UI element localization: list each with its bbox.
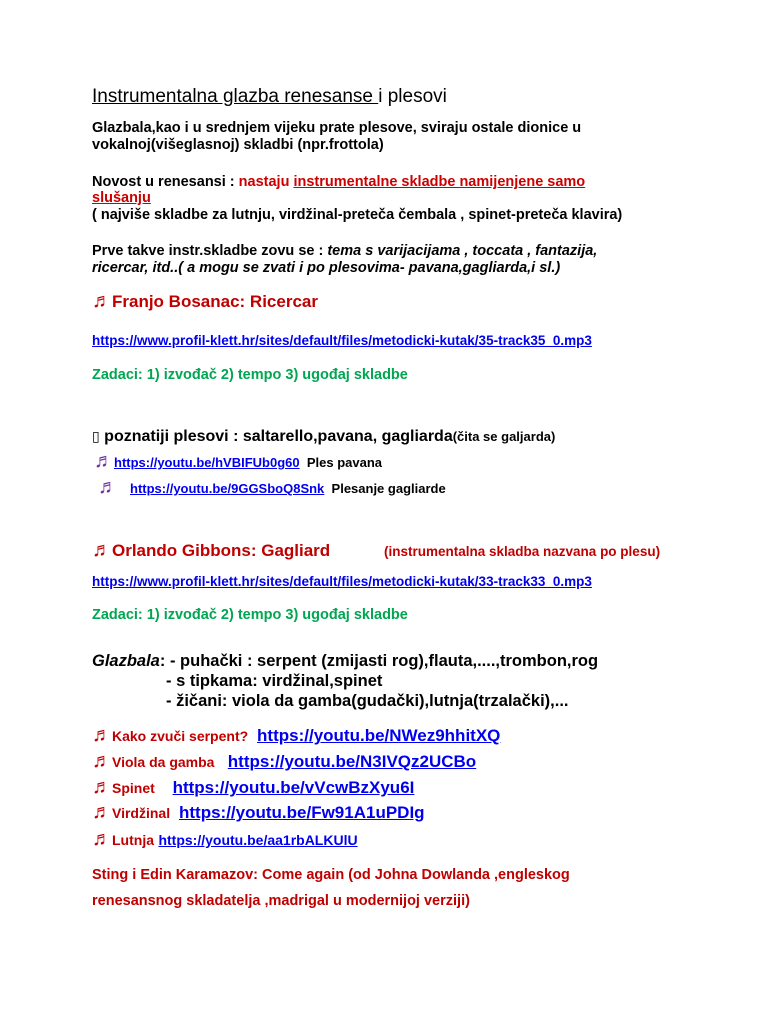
intro-line2: vokalnoj(višeglasnoj) skladbi (npr.frottola) <box>92 137 384 153</box>
prve-label: Prve takve instr.skladbe zovu se : <box>92 243 328 259</box>
track1-tasks: Zadaci: 1) izvođač 2) tempo 3) ugođaj skladbe <box>92 367 408 383</box>
dance-link-gagliarda[interactable]: https://youtu.be/9GGSboQ8Snk <box>130 481 325 496</box>
music-note-icon: ♬ <box>94 450 114 472</box>
prve-line1 <box>92 243 597 259</box>
dance-link-pavana[interactable]: https://youtu.be/hVBIFUb0g60 <box>114 455 300 470</box>
link-url-spinet[interactable]: https://youtu.be/vVcwBzXyu6I <box>172 778 415 797</box>
music-note-icon: ♬ <box>92 801 112 823</box>
dance-item-pavana <box>94 451 382 471</box>
instruments-line1 <box>92 652 598 671</box>
track2-tasks: Zadaci: 1) izvođač 2) tempo 3) ugođaj skladbe <box>92 607 408 623</box>
novost-line1 <box>92 174 585 190</box>
intro-line1: Glazbala,kao i u srednjem vijeku prate plesove, sviraju ostale dionice u <box>92 120 582 136</box>
music-note-icon: ♬ <box>98 476 118 498</box>
title-part1: Instrumentalna glazba renesanse <box>92 86 379 107</box>
instruments-label: Glazbala <box>92 652 160 670</box>
track2-note: (instrumentalna skladba nazvana po plesu) <box>384 544 661 559</box>
link-label-viola: Viola da gamba <box>112 754 215 770</box>
sting-line1: Sting i Edin Karamazov: Come again (od Johna Dowlanda ,engleskog <box>92 867 570 883</box>
link-row-virdzinal <box>92 802 425 823</box>
dances-title-row <box>92 428 555 446</box>
link-url-lutnja[interactable]: https://youtu.be/aa1rbALKUlU <box>158 832 358 848</box>
music-note-icon: ♬ <box>92 290 112 312</box>
track2-link[interactable]: https://www.profil-klett.hr/sites/default/files/metodicki-kutak/33-track33_0.mp3 <box>92 574 592 589</box>
link-url-viola[interactable]: https://youtu.be/N3IVQz2UCBo <box>227 752 477 771</box>
link-label-serpent: Kako zvuči serpent? <box>112 728 249 744</box>
prve-italic1: tema s varijacijama , toccata , fantazija, <box>327 243 598 259</box>
link-label-virdzinal: Virdžinal <box>112 805 171 821</box>
dance-label-gagliarda: Plesanje gagliarde <box>331 481 446 496</box>
link-row-viola <box>92 751 476 772</box>
sting-line2: renesansnog skladatelja ,madrigal u modernijoj verziji) <box>92 893 470 909</box>
dance-label-pavana: Ples pavana <box>306 455 383 470</box>
track1-title: Franjo Bosanac: Ricercar <box>112 292 318 311</box>
dances-small: (čita se galjarda) <box>452 429 556 444</box>
prve-italic2: ricercar, itd..( a mogu se zvati i po plesovima- pavana,gagliarda,i sl.) <box>92 260 561 276</box>
track2-title: Orlando Gibbons: Gagliard <box>112 541 331 560</box>
link-label-spinet: Spinet <box>112 780 155 796</box>
instruments-line3: - žičani: viola da gamba(gudački),lutnja(trzalački),... <box>166 692 569 710</box>
track1-title-row <box>92 291 318 312</box>
track1-link[interactable]: https://www.profil-klett.hr/sites/default/files/metodicki-kutak/35-track35_0.mp3 <box>92 333 592 348</box>
page-title <box>92 86 447 108</box>
link-row-spinet <box>92 777 414 798</box>
instruments-wind: : - puhački : serpent (zmijasti rog),flauta,....,trombon,rog <box>159 652 599 670</box>
music-note-icon: ♬ <box>92 750 112 772</box>
track2-title-row <box>92 540 330 561</box>
title-part2: i plesovi <box>378 86 447 107</box>
dance-item-gagliarda <box>98 477 446 497</box>
music-note-icon: ♬ <box>92 828 112 850</box>
novost-red2: instrumentalne skladbe namijenjene samo <box>293 174 586 190</box>
novost-red1: nastaju <box>238 174 294 190</box>
music-note-icon: ♬ <box>92 539 112 561</box>
link-row-lutnja <box>92 829 358 850</box>
dances-title: poznatiji plesovi : saltarello,pavana, gagliarda <box>99 428 453 445</box>
novost-red3: slušanju <box>92 190 151 206</box>
link-url-serpent[interactable]: https://youtu.be/NWez9hhitXQ <box>257 726 501 745</box>
square-bullet-icon: ▯ <box>92 428 100 444</box>
instruments-line2: - s tipkama: virdžinal,spinet <box>166 672 383 690</box>
music-note-icon: ♬ <box>92 776 112 798</box>
novost-line2: ( najviše skladbe za lutnju, virdžinal-preteča čembala , spinet-preteča klavira) <box>92 207 623 223</box>
link-url-virdzinal[interactable]: https://youtu.be/Fw91A1uPDIg <box>178 803 425 822</box>
link-row-serpent <box>92 725 500 746</box>
novost-label: Novost u renesansi : <box>92 174 239 190</box>
music-note-icon: ♬ <box>92 724 112 746</box>
link-label-lutnja: Lutnja <box>112 832 154 848</box>
